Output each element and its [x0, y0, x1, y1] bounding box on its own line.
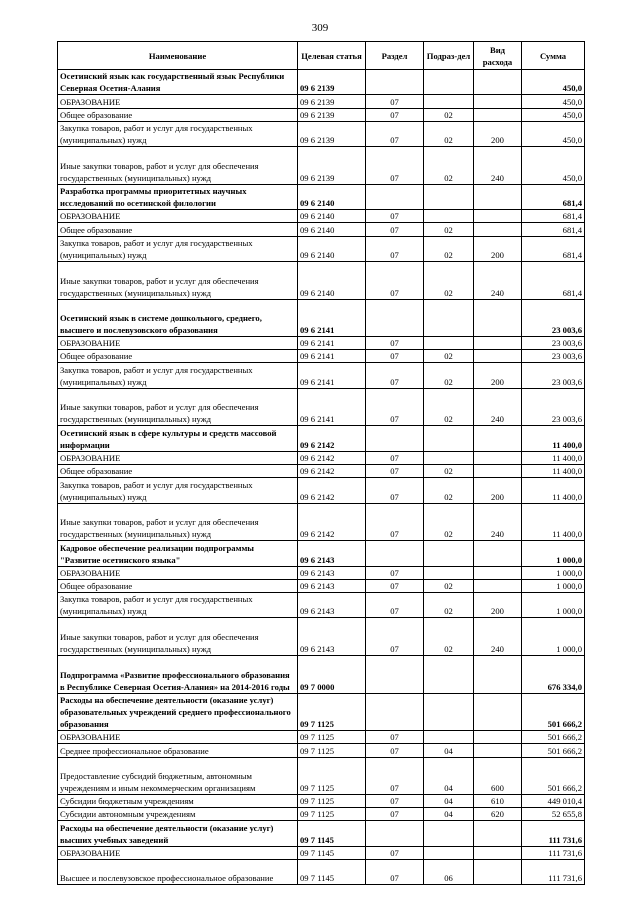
cell-subsection [424, 451, 474, 464]
table-row [58, 592, 585, 617]
cell-subsection [424, 541, 474, 566]
cell-type: 200 [474, 592, 522, 617]
table-row [58, 808, 585, 821]
table-row [58, 744, 585, 757]
cell-name: Закупка товаров, работ и услуг для государственных (муниципальных) нужд [58, 592, 298, 617]
cell-subsection: 02 [424, 108, 474, 121]
cell-subsection [424, 655, 474, 693]
cell-name: Субсидии автономным учреждениям [58, 808, 298, 821]
cell-subsection: 02 [424, 223, 474, 236]
cell-name: ОБРАЗОВАНИЕ [58, 846, 298, 859]
cell-type [474, 70, 522, 95]
cell-code: 09 7 1125 [298, 808, 366, 821]
table-row [58, 350, 585, 363]
cell-subsection: 04 [424, 757, 474, 795]
cell-code: 09 6 2143 [298, 566, 366, 579]
table-row [58, 299, 585, 337]
cell-code: 09 6 2141 [298, 388, 366, 426]
cell-amount: 501 666,2 [522, 731, 585, 744]
cell-code: 09 6 2139 [298, 147, 366, 185]
cell-name: Закупка товаров, работ и услуг для государственных (муниципальных) нужд [58, 121, 298, 146]
cell-section [366, 541, 424, 566]
cell-code: 09 6 2139 [298, 70, 366, 95]
cell-section [366, 299, 424, 337]
cell-type: 240 [474, 503, 522, 541]
cell-amount: 11 400,0 [522, 426, 585, 451]
cell-name: Общее образование [58, 223, 298, 236]
cell-subsection [424, 846, 474, 859]
cell-section: 07 [366, 757, 424, 795]
cell-amount: 11 400,0 [522, 503, 585, 541]
page-number: 309 [311, 22, 329, 34]
cell-subsection: 04 [424, 795, 474, 808]
cell-section: 07 [366, 95, 424, 108]
cell-section: 07 [366, 731, 424, 744]
table-row [58, 795, 585, 808]
cell-subsection: 02 [424, 618, 474, 656]
cell-code: 09 6 2141 [298, 350, 366, 363]
cell-type [474, 95, 522, 108]
cell-name: Общее образование [58, 350, 298, 363]
table-row [58, 566, 585, 579]
table-row [58, 426, 585, 451]
cell-name: Иные закупки товаров, работ и услуг для обеспечения государственных (муниципальных) нужд [58, 388, 298, 426]
table-row [58, 579, 585, 592]
cell-code: 09 7 1125 [298, 795, 366, 808]
cell-name: Закупка товаров, работ и услуг для государственных (муниципальных) нужд [58, 363, 298, 388]
cell-code: 09 6 2143 [298, 618, 366, 656]
cell-subsection: 06 [424, 860, 474, 885]
cell-section: 07 [366, 223, 424, 236]
cell-code: 09 6 2143 [298, 541, 366, 566]
table-row [58, 147, 585, 185]
cell-type [474, 210, 522, 223]
cell-amount: 111 731,6 [522, 846, 585, 859]
cell-subsection: 04 [424, 744, 474, 757]
cell-type: 240 [474, 388, 522, 426]
cell-subsection [424, 70, 474, 95]
cell-subsection [424, 426, 474, 451]
cell-type [474, 566, 522, 579]
cell-name: Субсидии бюджетным учреждениям [58, 795, 298, 808]
cell-type [474, 108, 522, 121]
table-row [58, 503, 585, 541]
table-row [58, 757, 585, 795]
cell-code: 09 6 2140 [298, 261, 366, 299]
cell-amount: 1 000,0 [522, 592, 585, 617]
table-row [58, 184, 585, 209]
cell-section: 07 [366, 451, 424, 464]
cell-type: 200 [474, 478, 522, 503]
cell-name: Осетинский язык в системе дошкольного, среднего, высшего и послевузовского образования [58, 299, 298, 337]
cell-amount: 11 400,0 [522, 465, 585, 478]
cell-amount: 23 003,6 [522, 388, 585, 426]
table-row [58, 618, 585, 656]
cell-section: 07 [366, 108, 424, 121]
cell-type: 200 [474, 363, 522, 388]
cell-amount: 11 400,0 [522, 478, 585, 503]
cell-type [474, 693, 522, 731]
cell-section: 07 [366, 363, 424, 388]
table-row [58, 108, 585, 121]
header-code: Целевая статья [298, 42, 366, 70]
cell-code: 09 6 2139 [298, 108, 366, 121]
cell-section: 07 [366, 210, 424, 223]
cell-amount: 681,4 [522, 184, 585, 209]
cell-code: 09 6 2141 [298, 299, 366, 337]
cell-name: Кадровое обеспечение реализации подпрограммы "Развитие осетинского языка" [58, 541, 298, 566]
cell-amount: 1 000,0 [522, 579, 585, 592]
cell-code: 09 7 1125 [298, 693, 366, 731]
table-row [58, 465, 585, 478]
cell-amount: 450,0 [522, 121, 585, 146]
cell-name: ОБРАЗОВАНИЕ [58, 210, 298, 223]
cell-code: 09 6 2141 [298, 363, 366, 388]
cell-type [474, 350, 522, 363]
cell-section: 07 [366, 592, 424, 617]
cell-code: 09 7 1125 [298, 757, 366, 795]
cell-name: ОБРАЗОВАНИЕ [58, 451, 298, 464]
table-row [58, 541, 585, 566]
cell-section [366, 426, 424, 451]
cell-section: 07 [366, 478, 424, 503]
cell-subsection: 02 [424, 503, 474, 541]
cell-code: 09 6 2143 [298, 579, 366, 592]
cell-section: 07 [366, 121, 424, 146]
table-row [58, 821, 585, 846]
table-row [58, 846, 585, 859]
table-row [58, 478, 585, 503]
cell-name: ОБРАЗОВАНИЕ [58, 95, 298, 108]
table-row [58, 210, 585, 223]
cell-type: 610 [474, 795, 522, 808]
table-row [58, 451, 585, 464]
cell-code: 09 6 2139 [298, 95, 366, 108]
cell-code: 09 7 1145 [298, 860, 366, 885]
table-row [58, 223, 585, 236]
cell-type: 600 [474, 757, 522, 795]
cell-subsection: 02 [424, 579, 474, 592]
budget-table [57, 41, 585, 885]
cell-amount: 111 731,6 [522, 821, 585, 846]
cell-code: 09 6 2140 [298, 223, 366, 236]
cell-section: 07 [366, 795, 424, 808]
cell-name: Предоставление субсидий бюджетным, автономным учреждениям и иным некоммерческим организациям [58, 757, 298, 795]
cell-type: 200 [474, 121, 522, 146]
cell-type [474, 299, 522, 337]
cell-section: 07 [366, 618, 424, 656]
cell-name: Общее образование [58, 465, 298, 478]
cell-code: 09 6 2142 [298, 451, 366, 464]
cell-subsection: 02 [424, 236, 474, 261]
cell-section [366, 70, 424, 95]
cell-section [366, 693, 424, 731]
cell-section: 07 [366, 236, 424, 261]
cell-section: 07 [366, 147, 424, 185]
cell-code: 09 7 0000 [298, 655, 366, 693]
header-amount: Сумма [522, 42, 585, 70]
table-header-row [58, 42, 585, 70]
cell-amount: 1 000,0 [522, 618, 585, 656]
cell-amount: 450,0 [522, 95, 585, 108]
cell-subsection [424, 693, 474, 731]
cell-section: 07 [366, 744, 424, 757]
cell-amount: 23 003,6 [522, 363, 585, 388]
header-name: Наименование [58, 42, 298, 70]
cell-type [474, 846, 522, 859]
cell-subsection: 02 [424, 465, 474, 478]
cell-code: 09 6 2142 [298, 503, 366, 541]
cell-amount: 23 003,6 [522, 299, 585, 337]
cell-name: ОБРАЗОВАНИЕ [58, 337, 298, 350]
cell-subsection: 02 [424, 350, 474, 363]
cell-name: Подпрограмма «Развитие профессионального образования в Республике Северная Осетия-Алания» на 2014-2016 годы [58, 655, 298, 693]
cell-amount: 23 003,6 [522, 337, 585, 350]
cell-code: 09 6 2140 [298, 236, 366, 261]
cell-code: 09 6 2142 [298, 426, 366, 451]
cell-amount: 676 334,0 [522, 655, 585, 693]
cell-name: Общее образование [58, 579, 298, 592]
cell-subsection: 02 [424, 121, 474, 146]
cell-subsection: 04 [424, 808, 474, 821]
cell-section [366, 655, 424, 693]
cell-name: Закупка товаров, работ и услуг для государственных (муниципальных) нужд [58, 236, 298, 261]
cell-name: Иные закупки товаров, работ и услуг для обеспечения государственных (муниципальных) нужд [58, 147, 298, 185]
cell-name: Осетинский язык как государственный язык Республики Северная Осетия-Алания [58, 70, 298, 95]
cell-amount: 450,0 [522, 108, 585, 121]
cell-subsection [424, 95, 474, 108]
cell-amount: 681,4 [522, 261, 585, 299]
cell-type [474, 579, 522, 592]
cell-amount: 501 666,2 [522, 693, 585, 731]
cell-code: 09 6 2140 [298, 184, 366, 209]
cell-type: 200 [474, 236, 522, 261]
table-row [58, 731, 585, 744]
cell-type [474, 184, 522, 209]
cell-amount: 11 400,0 [522, 451, 585, 464]
cell-subsection [424, 337, 474, 350]
cell-section: 07 [366, 503, 424, 541]
cell-type: 620 [474, 808, 522, 821]
cell-amount: 1 000,0 [522, 541, 585, 566]
cell-name: Иные закупки товаров, работ и услуг для обеспечения государственных (муниципальных) нужд [58, 503, 298, 541]
cell-subsection [424, 299, 474, 337]
cell-section [366, 821, 424, 846]
cell-subsection: 02 [424, 261, 474, 299]
cell-subsection: 02 [424, 592, 474, 617]
table-body [58, 70, 585, 885]
cell-amount: 681,4 [522, 210, 585, 223]
cell-name: Иные закупки товаров, работ и услуг для обеспечения государственных (муниципальных) нужд [58, 261, 298, 299]
cell-subsection: 02 [424, 388, 474, 426]
cell-code: 09 6 2143 [298, 592, 366, 617]
cell-section: 07 [366, 579, 424, 592]
cell-name: Расходы на обеспечение деятельности (оказание услуг) образовательных учреждений среднего профессионального образования [58, 693, 298, 731]
cell-code: 09 7 1125 [298, 744, 366, 757]
cell-type [474, 541, 522, 566]
cell-code: 09 7 1145 [298, 821, 366, 846]
cell-section: 07 [366, 261, 424, 299]
cell-subsection: 02 [424, 147, 474, 185]
cell-section: 07 [366, 808, 424, 821]
cell-name: Высшее и послевузовское профессиональное образование [58, 860, 298, 885]
cell-amount: 111 731,6 [522, 860, 585, 885]
cell-type: 240 [474, 147, 522, 185]
cell-type [474, 465, 522, 478]
cell-section [366, 184, 424, 209]
cell-amount: 681,4 [522, 223, 585, 236]
cell-type [474, 744, 522, 757]
cell-amount: 1 000,0 [522, 566, 585, 579]
cell-type [474, 655, 522, 693]
cell-name: ОБРАЗОВАНИЕ [58, 566, 298, 579]
cell-name: Закупка товаров, работ и услуг для государственных (муниципальных) нужд [58, 478, 298, 503]
cell-code: 09 6 2141 [298, 337, 366, 350]
cell-type: 240 [474, 261, 522, 299]
cell-name: Общее образование [58, 108, 298, 121]
cell-section: 07 [366, 566, 424, 579]
cell-amount: 52 655,8 [522, 808, 585, 821]
cell-section: 07 [366, 846, 424, 859]
cell-type [474, 821, 522, 846]
cell-type [474, 860, 522, 885]
cell-name: Иные закупки товаров, работ и услуг для обеспечения государственных (муниципальных) нужд [58, 618, 298, 656]
table-row [58, 655, 585, 693]
cell-subsection [424, 731, 474, 744]
table-row [58, 70, 585, 95]
cell-type [474, 451, 522, 464]
cell-type [474, 426, 522, 451]
cell-subsection [424, 566, 474, 579]
table-row [58, 337, 585, 350]
cell-amount: 449 010,4 [522, 795, 585, 808]
cell-amount: 450,0 [522, 147, 585, 185]
cell-name: Осетинский язык в сфере культуры и средств массовой информации [58, 426, 298, 451]
cell-amount: 681,4 [522, 236, 585, 261]
table-row [58, 236, 585, 261]
cell-subsection [424, 210, 474, 223]
cell-section: 07 [366, 337, 424, 350]
cell-type [474, 337, 522, 350]
cell-amount: 23 003,6 [522, 350, 585, 363]
cell-name: Разработка программы приоритетных научных исследований по осетинской филологии [58, 184, 298, 209]
cell-type [474, 223, 522, 236]
cell-subsection [424, 821, 474, 846]
table-row [58, 860, 585, 885]
cell-amount: 450,0 [522, 70, 585, 95]
table-row [58, 261, 585, 299]
table-row [58, 95, 585, 108]
header-section: Раздел [366, 42, 424, 70]
cell-name: Среднее профессиональное образование [58, 744, 298, 757]
header-type: Вид расхода [474, 42, 522, 70]
header-subsection: Подраз-дел [424, 42, 474, 70]
cell-amount: 501 666,2 [522, 757, 585, 795]
cell-name: Расходы на обеспечение деятельности (оказание услуг) высших учебных заведений [58, 821, 298, 846]
cell-name: ОБРАЗОВАНИЕ [58, 731, 298, 744]
cell-section: 07 [366, 860, 424, 885]
cell-subsection: 02 [424, 363, 474, 388]
cell-code: 09 7 1125 [298, 731, 366, 744]
cell-type [474, 731, 522, 744]
cell-code: 09 7 1145 [298, 846, 366, 859]
cell-code: 09 6 2140 [298, 210, 366, 223]
table-row [58, 363, 585, 388]
cell-code: 09 6 2142 [298, 465, 366, 478]
cell-code: 09 6 2142 [298, 478, 366, 503]
cell-section: 07 [366, 465, 424, 478]
table-row [58, 121, 585, 146]
cell-section: 07 [366, 350, 424, 363]
cell-amount: 501 666,2 [522, 744, 585, 757]
table-row [58, 693, 585, 731]
cell-type: 240 [474, 618, 522, 656]
cell-subsection [424, 184, 474, 209]
cell-subsection: 02 [424, 478, 474, 503]
table-row [58, 388, 585, 426]
cell-code: 09 6 2139 [298, 121, 366, 146]
cell-section: 07 [366, 388, 424, 426]
